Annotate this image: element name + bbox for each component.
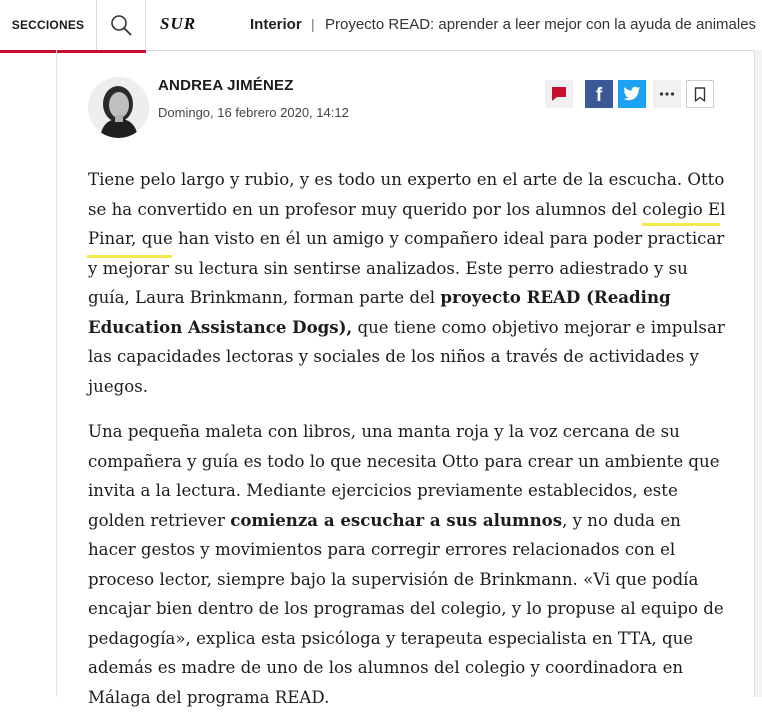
comment-button[interactable] bbox=[545, 80, 573, 108]
comment-icon bbox=[551, 86, 567, 102]
paragraph-text: que tiene como objetivo mejorar e impulsar las capacidades lectoras y sociales de los niños a través de actividades y juegos. bbox=[88, 317, 725, 396]
paragraph-text: Una pequeña maleta con libros, una manta roja y la voz cercana de su compañera y guía es todo lo que necesita Otto para crear un ambiente que invita a la lectura. Mediante ejercicios previamente establecidos, este golden retriever bbox=[88, 422, 720, 530]
more-icon bbox=[659, 91, 675, 97]
publish-date: Domingo, 16 febrero 2020, 14:12 bbox=[158, 105, 349, 120]
breadcrumb-section[interactable]: Interior bbox=[250, 16, 302, 33]
search-icon bbox=[110, 14, 132, 36]
paragraph-text: Tiene pelo largo y rubio, y es todo un experto en el arte de la escucha. Otto se ha convertido en un profesor muy querido por los alumnos del colegio El Pinar, que han visto en él un amigo y compañero ideal para poder practicar y mejorar su lectura sin sentirse analizados. Este perro adiestrado y su guía, Laura Brinkmann, forman parte del bbox=[88, 170, 726, 307]
bookmark-icon bbox=[694, 87, 706, 102]
article-paragraph bbox=[88, 417, 728, 712]
article-paragraph bbox=[88, 165, 728, 401]
site-logo[interactable]: SUR bbox=[160, 14, 197, 33]
article-body bbox=[88, 165, 728, 728]
bold-text: proyecto READ (Reading Education Assistance Dogs), bbox=[88, 287, 671, 337]
author-avatar[interactable] bbox=[88, 77, 149, 138]
sections-menu-button[interactable] bbox=[0, 0, 97, 50]
page-scrollbar[interactable] bbox=[754, 50, 762, 697]
sections-label: SECCIONES bbox=[11, 18, 85, 32]
paragraph-text: , y no duda en hacer gestos y movimientos para corregir errores relacionados con el proceso lector, siempre bajo la supervisión de Brinkmann. «Vi que podía encajar bien dentro de los programas del colegio, y lo propuse al equipo de pedagogía», explica esta psicóloga y terapeuta especialista en TTA, que además es madre de uno de los alumnos del colegio y coordinadora en Málaga del programa READ. bbox=[88, 510, 724, 707]
page-left-border bbox=[56, 50, 57, 697]
more-options-button[interactable] bbox=[653, 80, 681, 108]
breadcrumb-article-title: Proyecto READ: aprender a leer mejor con la ayuda de animales bbox=[325, 16, 757, 33]
author-portrait-icon bbox=[88, 77, 149, 138]
bold-text: comienza a escuchar a sus alumnos bbox=[230, 509, 563, 530]
search-button[interactable] bbox=[97, 0, 146, 50]
twitter-icon bbox=[623, 86, 641, 102]
facebook-icon: f bbox=[595, 85, 603, 106]
breadcrumb-separator: | bbox=[311, 16, 315, 32]
twitter-share-button[interactable] bbox=[618, 80, 646, 108]
top-bar bbox=[0, 0, 762, 51]
bookmark-button[interactable] bbox=[686, 80, 714, 108]
facebook-share-button[interactable] bbox=[585, 80, 613, 108]
author-name[interactable]: ANDREA JIMÉNEZ bbox=[158, 77, 294, 94]
